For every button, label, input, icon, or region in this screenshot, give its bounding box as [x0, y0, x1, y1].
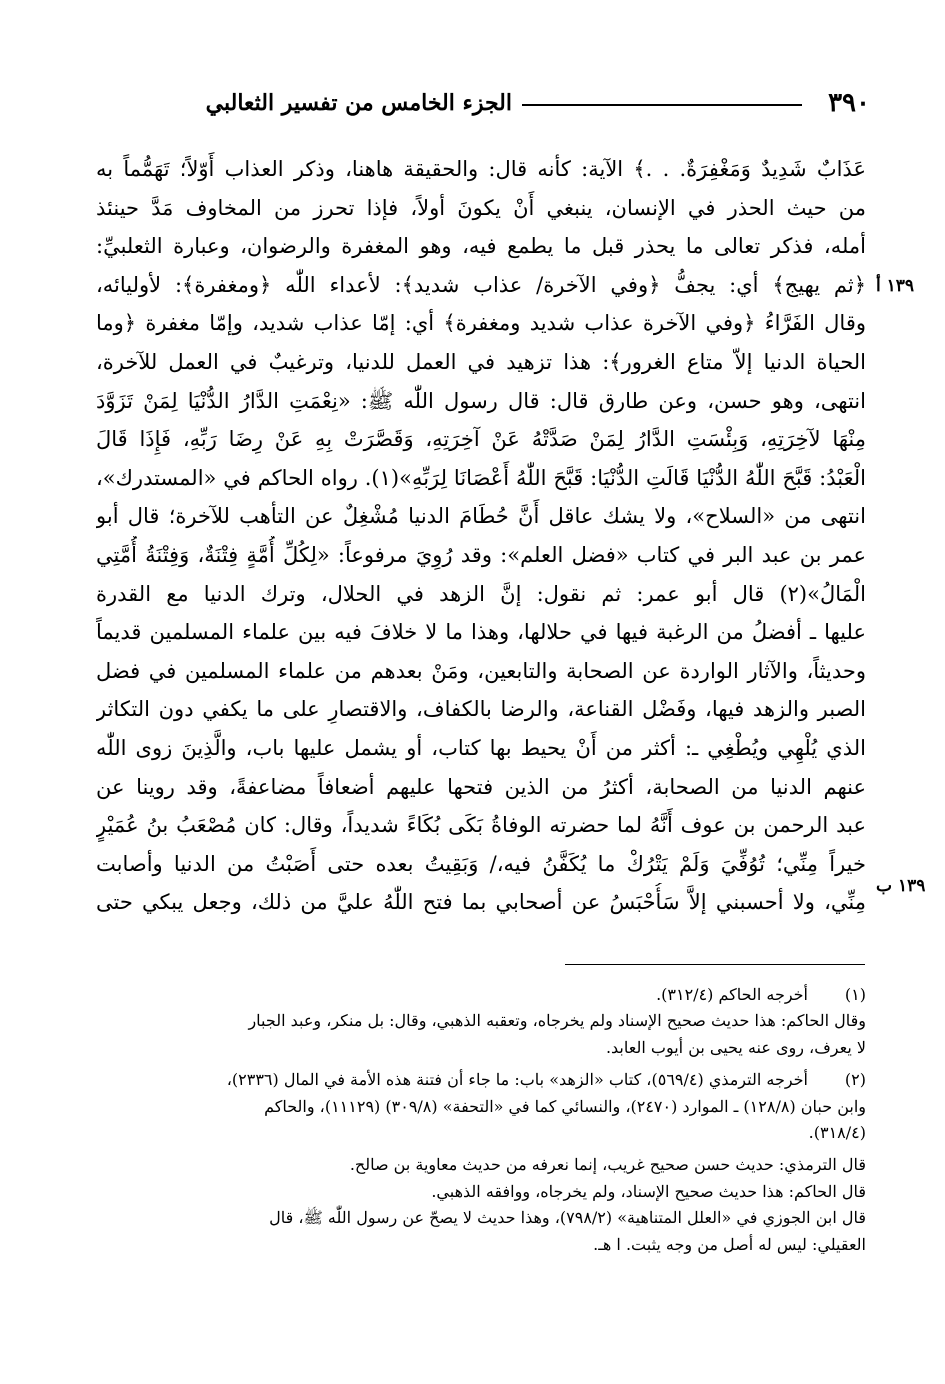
text-line: ﴿ثم يهيج﴾ أي: يجفُّ ﴿وفي الآخرة/ عذاب شديد﴾: لأعداء اللّٰه ﴿ومغفرة﴾: لأوليائه،: [96, 272, 866, 297]
text-line: عَذَابٌ شَدِيدٌ وَمَغْفِرَةٌ. . .﴾ الآية: كأنه قال: والحقيقة هاهنا، وذكر العذاب أَوّلاً؛ تَهَمُّماً به: [96, 157, 866, 181]
page-number: ٣٩٠: [828, 88, 870, 118]
text-line: الْمَالُ»(٢) قال أبو عمر: ثم نقول: إنَّ الزهد في الحلال، وترك الدنيا مع القدرة: [96, 581, 866, 606]
footnote-2: [96, 1067, 866, 1258]
text-line: من حيث الحذر في الإنسان، ينبغي أَنْ يكونَ أولاً، فإذا تحرز من المخاوف مَدَّ حينئذ: [96, 195, 866, 220]
footnote-note-line: العقيلي: ليس له أصل من وجه يثبت. ا هـ.: [593, 1234, 866, 1254]
main-text: [96, 150, 866, 922]
text-line: عنهم الدنيا من الصحابة، أكثرُ من الذين فتحها عليهم أضعافاً مضاعفةً، وقد روينا عن: [96, 774, 866, 799]
footnote-note-line: قال ابن الجوزي في «العلل المتناهية» (٧٩٨/٢)، وهذا حديث لا يصحّ عن رسول اللّٰه ﷺ، قال: [269, 1208, 866, 1228]
text-line: الصبر والزهد فيها، وفَضْل القناعة، والرضا بالكفاف، والاقتصارِ على ما يكفي دون التكاثر: [96, 697, 866, 722]
text-line: مِنْهَا لآخِرَتِهِ، وَبِئْسَتِ الدَّارُ لِمَنْ صَدَّتْهُ عَنْ آخِرَتِهِ، وَقَصَّرَتْ بِهِ عَنْ رِضَا رَبِّهِ، فَإِذَا قَالَ: [96, 427, 866, 452]
manuscript-folio-ref: ١٣٩ ب: [876, 876, 926, 896]
text-line: مِنِّي، ولا أحسبني إلاَّ سَأُحْبَسُ عن أصحابي بما فتح اللّٰهُ عليَّ من ذلك، وجعل يبكي حتى: [96, 890, 866, 915]
text-line: انتهى، وهو حسن، وعن طارق قال: قال رسول اللّٰه ﷺ: «نِعْمَتِ الدَّارُ الدُّنْيَا لِمَنْ تَزَوَّدَ: [96, 388, 866, 413]
text-line: خيراً مِنِّي؛ تُوُفِّيَ وَلَمْ يَتْرُكْ ما يُكَفَّنُ فيه،/ وَبَقِيتُ بعده حتى أَصَبْتُ من الدنيا وأصابت: [96, 851, 866, 876]
footnote-separator: [565, 964, 865, 965]
footnote-note-line: لا يعرف، روى عنه يحيى بن أيوب العابد.: [605, 1037, 866, 1057]
text-line: عبد الرحمن بن عوف أَنَّهُ لما حضرته الوفاةُ بَكَى بُكَاءً شديداً، وقال: كان مُصْعَبُ بنُ عُمَيْرٍ: [96, 813, 866, 838]
footnotes: [96, 982, 866, 1258]
text-line: وحديثاً، والآثار الواردة عن الصحابة والتابعين، ومَنْ بعدهم من علماء المسلمين في فضل: [96, 658, 866, 683]
running-title: الجزء الخامس من تفسير الثعالبي: [205, 90, 512, 116]
page-header: [60, 88, 870, 122]
footnote-source: أخرجه الحاكم (٣١٢/٤).: [656, 985, 808, 1004]
footnote-note-line: وقال الحاكم: هذا حديث صحيح الإسناد ولم يخرجاه، وتعقبه الذهبي، وقال: بل منكر، وعبد الجبار: [248, 1011, 866, 1031]
text-line: انتهى من «السلاح»، ولا يشك عاقل أَنَّ حُطَامَ الدنيا مُشْغِلٌ عن التأهب للآخرة؛ قال أبو: [96, 504, 866, 529]
footnote-number: (٢): [844, 1070, 866, 1090]
text-line: عمر بن عبد البر في كتاب «فضل العلم»: وقد رُوِيَ مرفوعاً: «لِكُلِّ أُمَّةٍ فِتْنَةٌ، وَفِتْنَةُ أُمَّتِي: [96, 542, 866, 567]
footnote-number: (١): [844, 985, 866, 1004]
text-line: الذي يُلْهِي ويُطْغِي ـ: أكثر من أَنْ يحيط بها كتاب، أو يشمل عليها باب، والَّذِينَ زوى اللّٰه: [96, 735, 866, 760]
footnote-source: أخرجه الترمذي (٥٦٩/٤)، كتاب «الزهد» باب: ما جاء أن فتنة هذه الأمة في المال (٢٣٣٦)،: [226, 1070, 808, 1090]
footnote-note-line: قال الحاكم: هذا حديث صحيح الإسناد، ولم يخرجاه، ووافقه الذهبي.: [431, 1181, 866, 1201]
footnote-source: وابن حبان (١٢٨/٨) ـ الموارد (٢٤٧٠)، والنسائي كما في «التحفة» (٣٠٩/٨) (١١١٢٩)، والحاكم: [264, 1096, 866, 1116]
text-line: أمله، فذكر تعالى ما يحذر قبل ما يطمع فيه، وهو المغفرة والرضوان، وعبارة الثعلبيِّ:: [96, 234, 866, 259]
footnote-note-line: قال الترمذي: حديث حسن صحيح غريب، إنما نعرفه من حديث معاوية بن صالح.: [349, 1155, 866, 1175]
manuscript-folio-ref: ١٣٩ أ: [876, 276, 915, 296]
text-line: الحياة الدنيا إلاّ متاع الغرور﴾: هذا تزهيد في العمل للدنيا، وترغيبٌ في العمل للآخرة،: [96, 349, 866, 374]
text-line: وقال الفَرَّاءُ ﴿وفي الآخرة عذاب شديد ومغفرة﴾ أي: إمّا عذاب شديد، وإمّا مغفرة ﴿وما: [96, 311, 866, 336]
footnote-source: (٣١٨/٤).: [808, 1122, 866, 1142]
text-line: الْعَبْدُ: قَبَّحَ اللّٰهُ الدُّنْيَا قَالَتِ الدُّنْيَا: قَبَّحَ اللّٰهُ أَعْصَانَا لِرَبِّهِ»(١). رواه الحاكم في «المستدرك»،: [96, 465, 866, 490]
footnote-1: [96, 982, 866, 1061]
header-rule: [522, 104, 802, 106]
text-line: عليها ـ أفضلُ من الرغبة فيها في حلالها، وهذا ما لا خلافَ فيه بين علماء المسلمين قديماً: [96, 620, 866, 645]
